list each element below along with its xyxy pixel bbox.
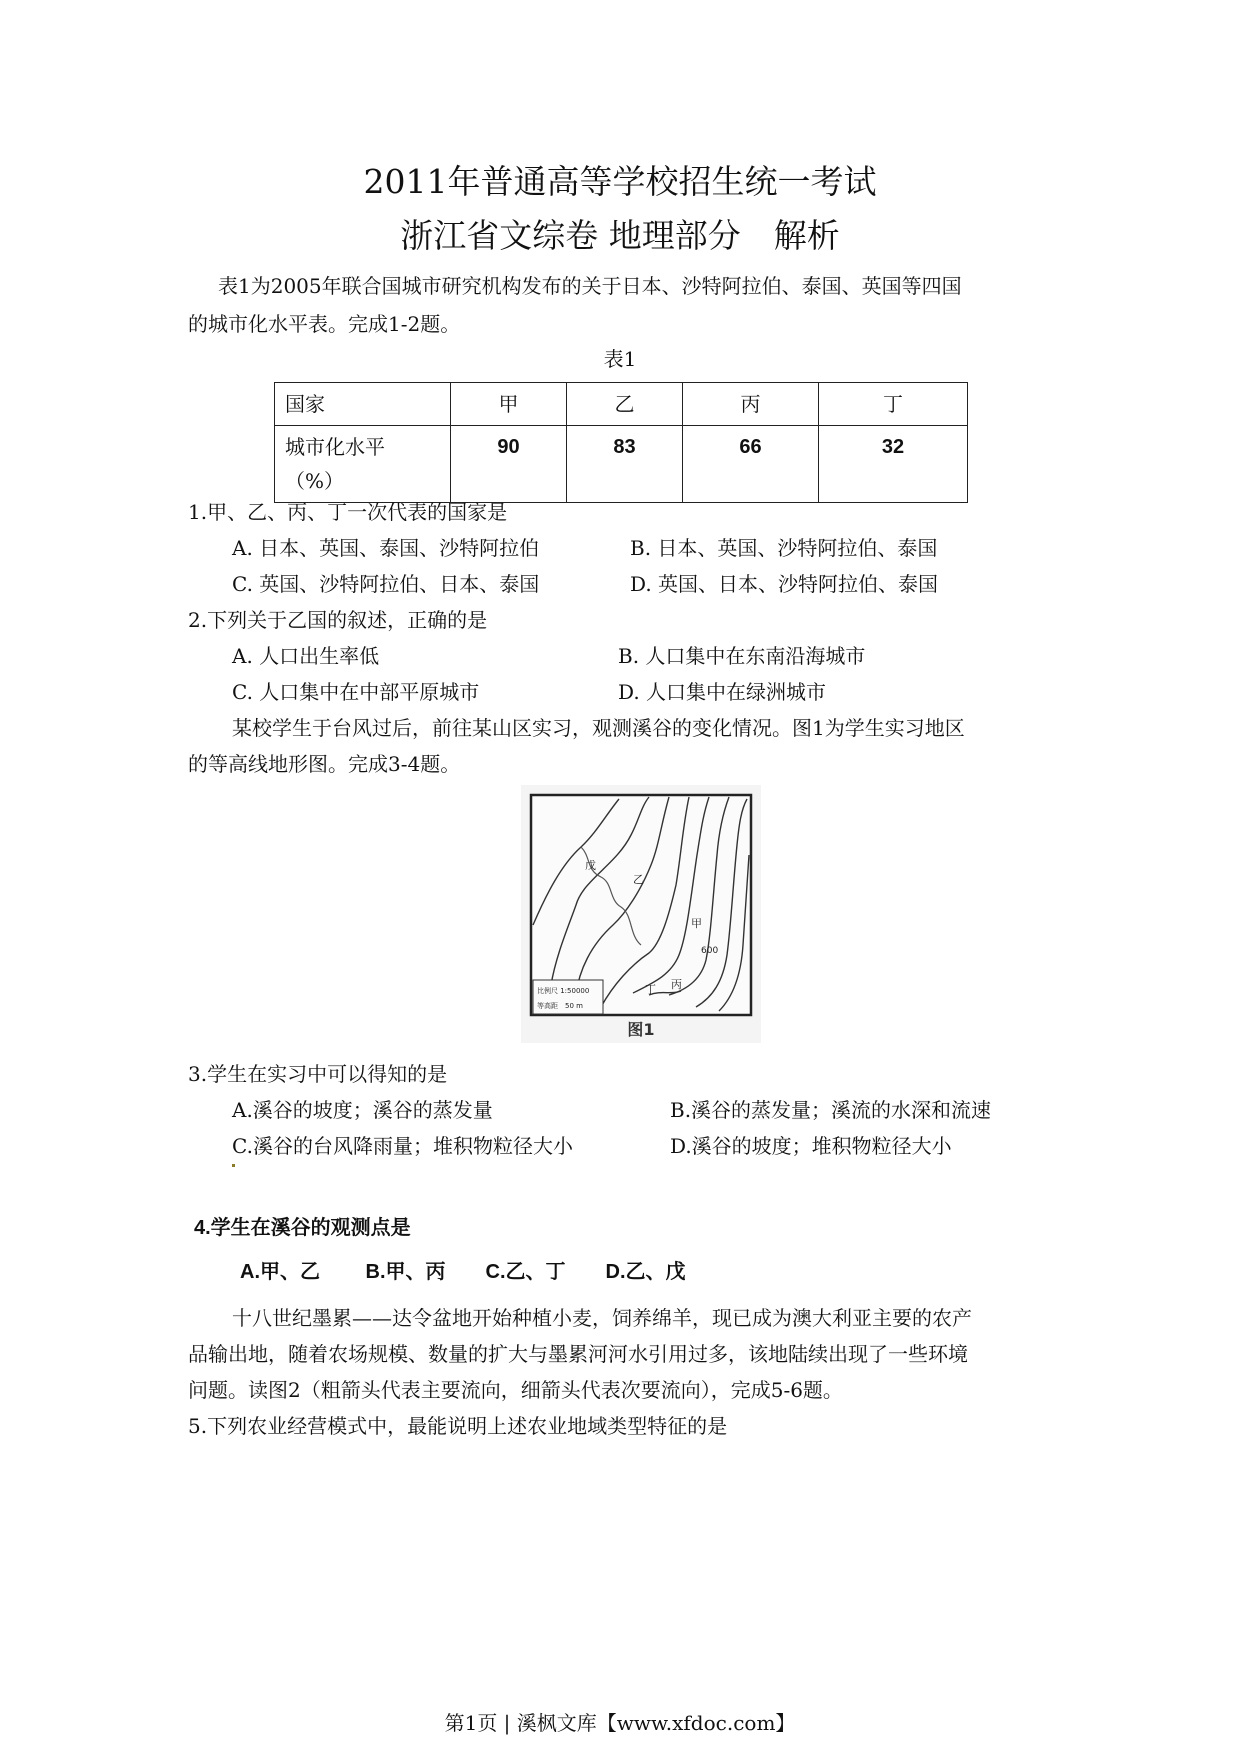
value-cell-jia: 90 xyxy=(451,426,567,503)
q1-option-a: A. 日本、英国、泰国、沙特阿拉伯 xyxy=(232,536,540,560)
intro2-line1: 某校学生于台风过后，前往某山区实习，观测溪谷的变化情况。图1为学生实习地区 xyxy=(232,716,965,740)
q1-option-b: B. 日本、英国、沙特阿拉伯、泰国 xyxy=(630,536,938,560)
q3-option-c: C.溪谷的台风降雨量；堆积物粒径大小 xyxy=(232,1134,573,1158)
q2-option-c: C. 人口集中在中部平原城市 xyxy=(232,680,480,704)
map-label-wu: 戊 xyxy=(585,859,596,872)
intro3-line2: 品输出地，随着农场规模、数量的扩大与墨累河河水引用过多，该地陆续出现了一些环境 xyxy=(188,1342,968,1366)
q3-option-b: B.溪谷的蒸发量；溪流的水深和流速 xyxy=(670,1098,992,1122)
map-contour-interval: 等高距 50 m xyxy=(537,1002,583,1010)
q1-option-d: D. 英国、日本、沙特阿拉伯、泰国 xyxy=(630,572,939,596)
map-label-bing: 丙 xyxy=(671,978,682,991)
q2-option-a: A. 人口出生率低 xyxy=(232,644,380,668)
value-cell-ding: 32 xyxy=(819,426,968,503)
map-label-jia: 甲 xyxy=(691,917,702,930)
q3-option-d: D.溪谷的坡度；堆积物粒径大小 xyxy=(670,1134,952,1158)
q2-stem: 2.下列关于乙国的叙述，正确的是 xyxy=(188,608,488,632)
header-cell-yi: 乙 xyxy=(567,383,683,426)
table1-caption: 表1 xyxy=(603,347,637,371)
row-label-line2: （%） xyxy=(285,469,345,493)
map-scale: 比例尺 1:50000 xyxy=(537,987,590,995)
value-cell-yi: 83 xyxy=(567,426,683,503)
value-cell-bing: 66 xyxy=(683,426,819,503)
q4-options: A.甲、乙 B.甲、丙 C.乙、丁 D.乙、戊 xyxy=(240,1261,686,1283)
q1-stem: 1.甲、乙、丙、丁一次代表的国家是 xyxy=(188,500,508,524)
q1-option-c: C. 英国、沙特阿拉伯、日本、泰国 xyxy=(232,572,540,596)
header-cell-ding: 丁 xyxy=(819,383,968,426)
table-header-row xyxy=(275,383,968,426)
q2-option-b: B. 人口集中在东南沿海城市 xyxy=(618,644,866,668)
intro2-line2: 的等高线地形图。完成3-4题。 xyxy=(188,752,461,776)
intro3-line3: 问题。读图2（粗箭头代表主要流向，细箭头代表次要流向），完成5-6题。 xyxy=(188,1378,843,1402)
map-label-ding: 丁 xyxy=(645,983,656,996)
intro1-line2: 的城市化水平表。完成1-2题。 xyxy=(188,312,461,336)
header-cell-jia: 甲 xyxy=(451,383,567,426)
intro3-line1: 十八世纪墨累——达令盆地开始种植小麦，饲养绵羊，现已成为澳大利亚主要的农产 xyxy=(232,1306,972,1330)
q4-stem: 4.学生在溪谷的观测点是 xyxy=(194,1217,411,1239)
q5-stem: 5.下列农业经营模式中，最能说明上述农业地域类型特征的是 xyxy=(188,1414,728,1438)
page-footer: 第1页 | 溪枫文库【www.xfdoc.com】 xyxy=(444,1711,796,1735)
q3-stem: 3.学生在实习中可以得知的是 xyxy=(188,1062,448,1086)
exam-title: 2011年普通高等学校招生统一考试 xyxy=(363,162,877,201)
exam-subtitle: 浙江省文综卷 地理部分 解析 xyxy=(400,216,840,255)
header-cell-country: 国家 xyxy=(275,383,451,426)
stray-mark xyxy=(232,1164,235,1167)
figure1-caption: 图1 xyxy=(627,1020,655,1039)
header-cell-bing: 丙 xyxy=(683,383,819,426)
table-row xyxy=(275,426,968,503)
contour-map-figure xyxy=(521,785,761,1043)
row-label-line1: 城市化水平 xyxy=(285,435,385,459)
q2-option-d: D. 人口集中在绿洲城市 xyxy=(618,680,827,704)
map-label-contour-600: 600 xyxy=(701,946,719,956)
q3-option-a: A.溪谷的坡度；溪谷的蒸发量 xyxy=(232,1098,493,1122)
urbanization-table xyxy=(274,382,968,503)
row-label-cell xyxy=(275,426,451,503)
intro1-line1: 表1为2005年联合国城市研究机构发布的关于日本、沙特阿拉伯、泰国、英国等四国 xyxy=(218,274,962,298)
map-label-yi: 乙 xyxy=(633,873,644,886)
